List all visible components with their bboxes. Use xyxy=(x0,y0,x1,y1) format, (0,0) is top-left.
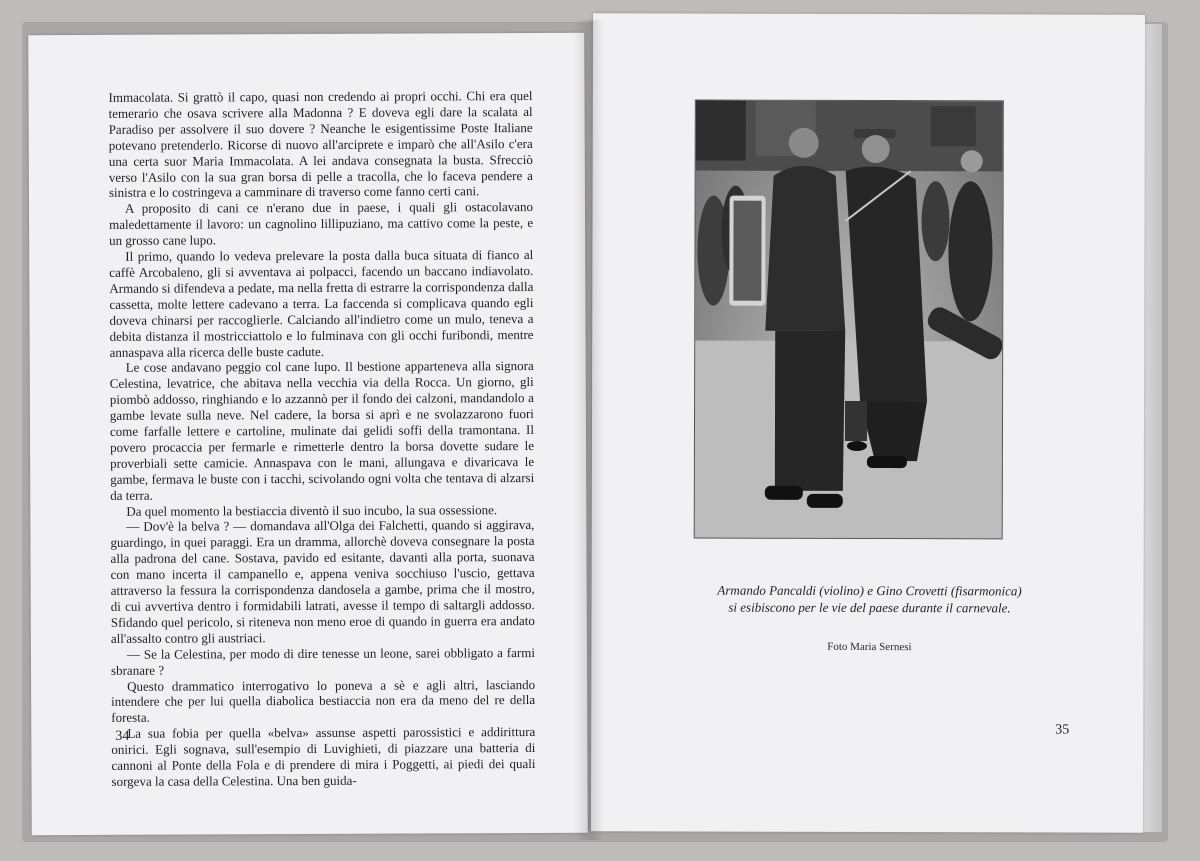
paragraph: Il primo, quando lo vedeva prelevare la posta dalla buca situata di fianco al caffè Arcobaleno, gli si avventava ai polpacci, facendo un baccano indiavolato. Armando si difendeva a pedate, ma nella fretta di estrarre la corrispondenza dalla cassetta, molte lettere cadevano a terra. La faccenda si complicava quando egli doveva chinarsi per raccoglierle. Calciando all'indietro come un mulo, teneva a debita distanza il mostricciattolo e lo fulminava con gli occhi furibondi, mentre annaspava alla ricerca delle buste cadute. xyxy=(109,247,534,360)
paragraph: La sua fobia per quella «belva» assunse aspetti parossistici e addirittura onirici. Egli sognava, sull'esempio di Luvighieti, di piazzare una batteria di cannoni al Ponte della Fola e di prendere di mira i Poggetti, ai piedi dei quali sorgeva la casa della Celestina. Una ben guida- xyxy=(111,724,536,789)
page-number: 34 xyxy=(115,728,130,744)
paragraph: — Se la Celestina, per modo di dire tenesse un leone, sarei obbligato a farmi sbranare ? xyxy=(110,644,535,678)
photo-credit: Foto Maria Sernesi xyxy=(827,640,912,654)
caption-line: si esibiscono per le vie del paese durante il carnevale. xyxy=(728,599,1011,616)
paragraph: — Dov'è la belva ? — domandava all'Olga dei Falchetti, quando si aggirava, guardingo, in quei paraggi. Era un dramma, allorchè doveva consegnare la posta alla padrona del cane. Sostava, pavido ed esitante, davanti alla porta, suonava con mano incerta il campanello e, appena veniva socchiuso l'uscio, gettava attraverso la fessura la corrispondenza dandosela a gambe, prima che il mostro, di cui avvertiva dentro i formidabili latrati, avesse il tempo di saltargli addosso. Sfidando quel pericolo, si riteneva non meno eroe di quando in guerra era andato all'assalto contro gli austriaci. xyxy=(110,517,535,646)
photo-caption xyxy=(651,581,1087,616)
left-page xyxy=(28,33,587,835)
paragraph: A proposito di cani ce n'erano due in paese, i quali gli ostacolavano maledettamente il lavoro: un cagnolino lillipuziano, ma cattivo come la peste, e un grosso cane lupo. xyxy=(109,199,534,249)
caption-line: Armando Pancaldi (violino) e Gino Crovetti (fisarmonica) xyxy=(717,582,1022,599)
page-number: 35 xyxy=(1055,722,1070,738)
paragraph: Da quel momento la bestiaccia diventò il suo incubo, la sua ossessione. xyxy=(126,501,498,519)
paragraph: Immacolata. Si grattò il capo, quasi non credendo ai propri occhi. Chi era quel temerario che osava scrivere alla Madonna ? E doveva egli dare la scalata al Paradiso per assolvere il suo dovere ? Neanche le esigentissime Poste Italiane potevano pretenderlo. Ricorse di nuovo all'arciprete e imparò che all'Asilo c'era una certa suor Maria Immacolata. A lei andava consegnata la busta. Sfrecciò verso l'Asilo con la sua gran borsa di pelle a tracolla, che lo faceva pendere a sinistra e lo costringeva a camminare di traverso come fanno certi cani. xyxy=(108,88,533,201)
paragraph: Le cose andavano peggio col cane lupo. Il bestione apparteneva alla signora Celestina, levatrice, che abitava nella vecchia via della Rocca. Un giorno, gli piombò addosso, ringhiando e lo azzannò per il fondo dei calzoni, mandandolo a gambe levate sulla neve. Nel cadere, la borsa si aprì e ne svolazzarono fuori come farfalle lettere e cartoline, mulinate dai gelidi soffi della tramontana. Il povero procaccia per fermarle e rimetterle dentro la borsa dovette sudare le proverbiali sette camicie. Annaspava con le mani, allungava e divaricava le gambe, fermava le buste con i tacchi, scivolando ogni volta che tentava di alzarsi da terra. xyxy=(109,358,535,503)
body-text xyxy=(108,88,535,790)
right-page xyxy=(591,13,1145,832)
paragraph: Questo drammatico interrogativo lo poneva a sè e agli altri, lasciando intendere che per lui quella diabolica bestiaccia non era da meno del re della foresta. xyxy=(111,676,536,726)
photograph-musicians xyxy=(694,100,1004,540)
